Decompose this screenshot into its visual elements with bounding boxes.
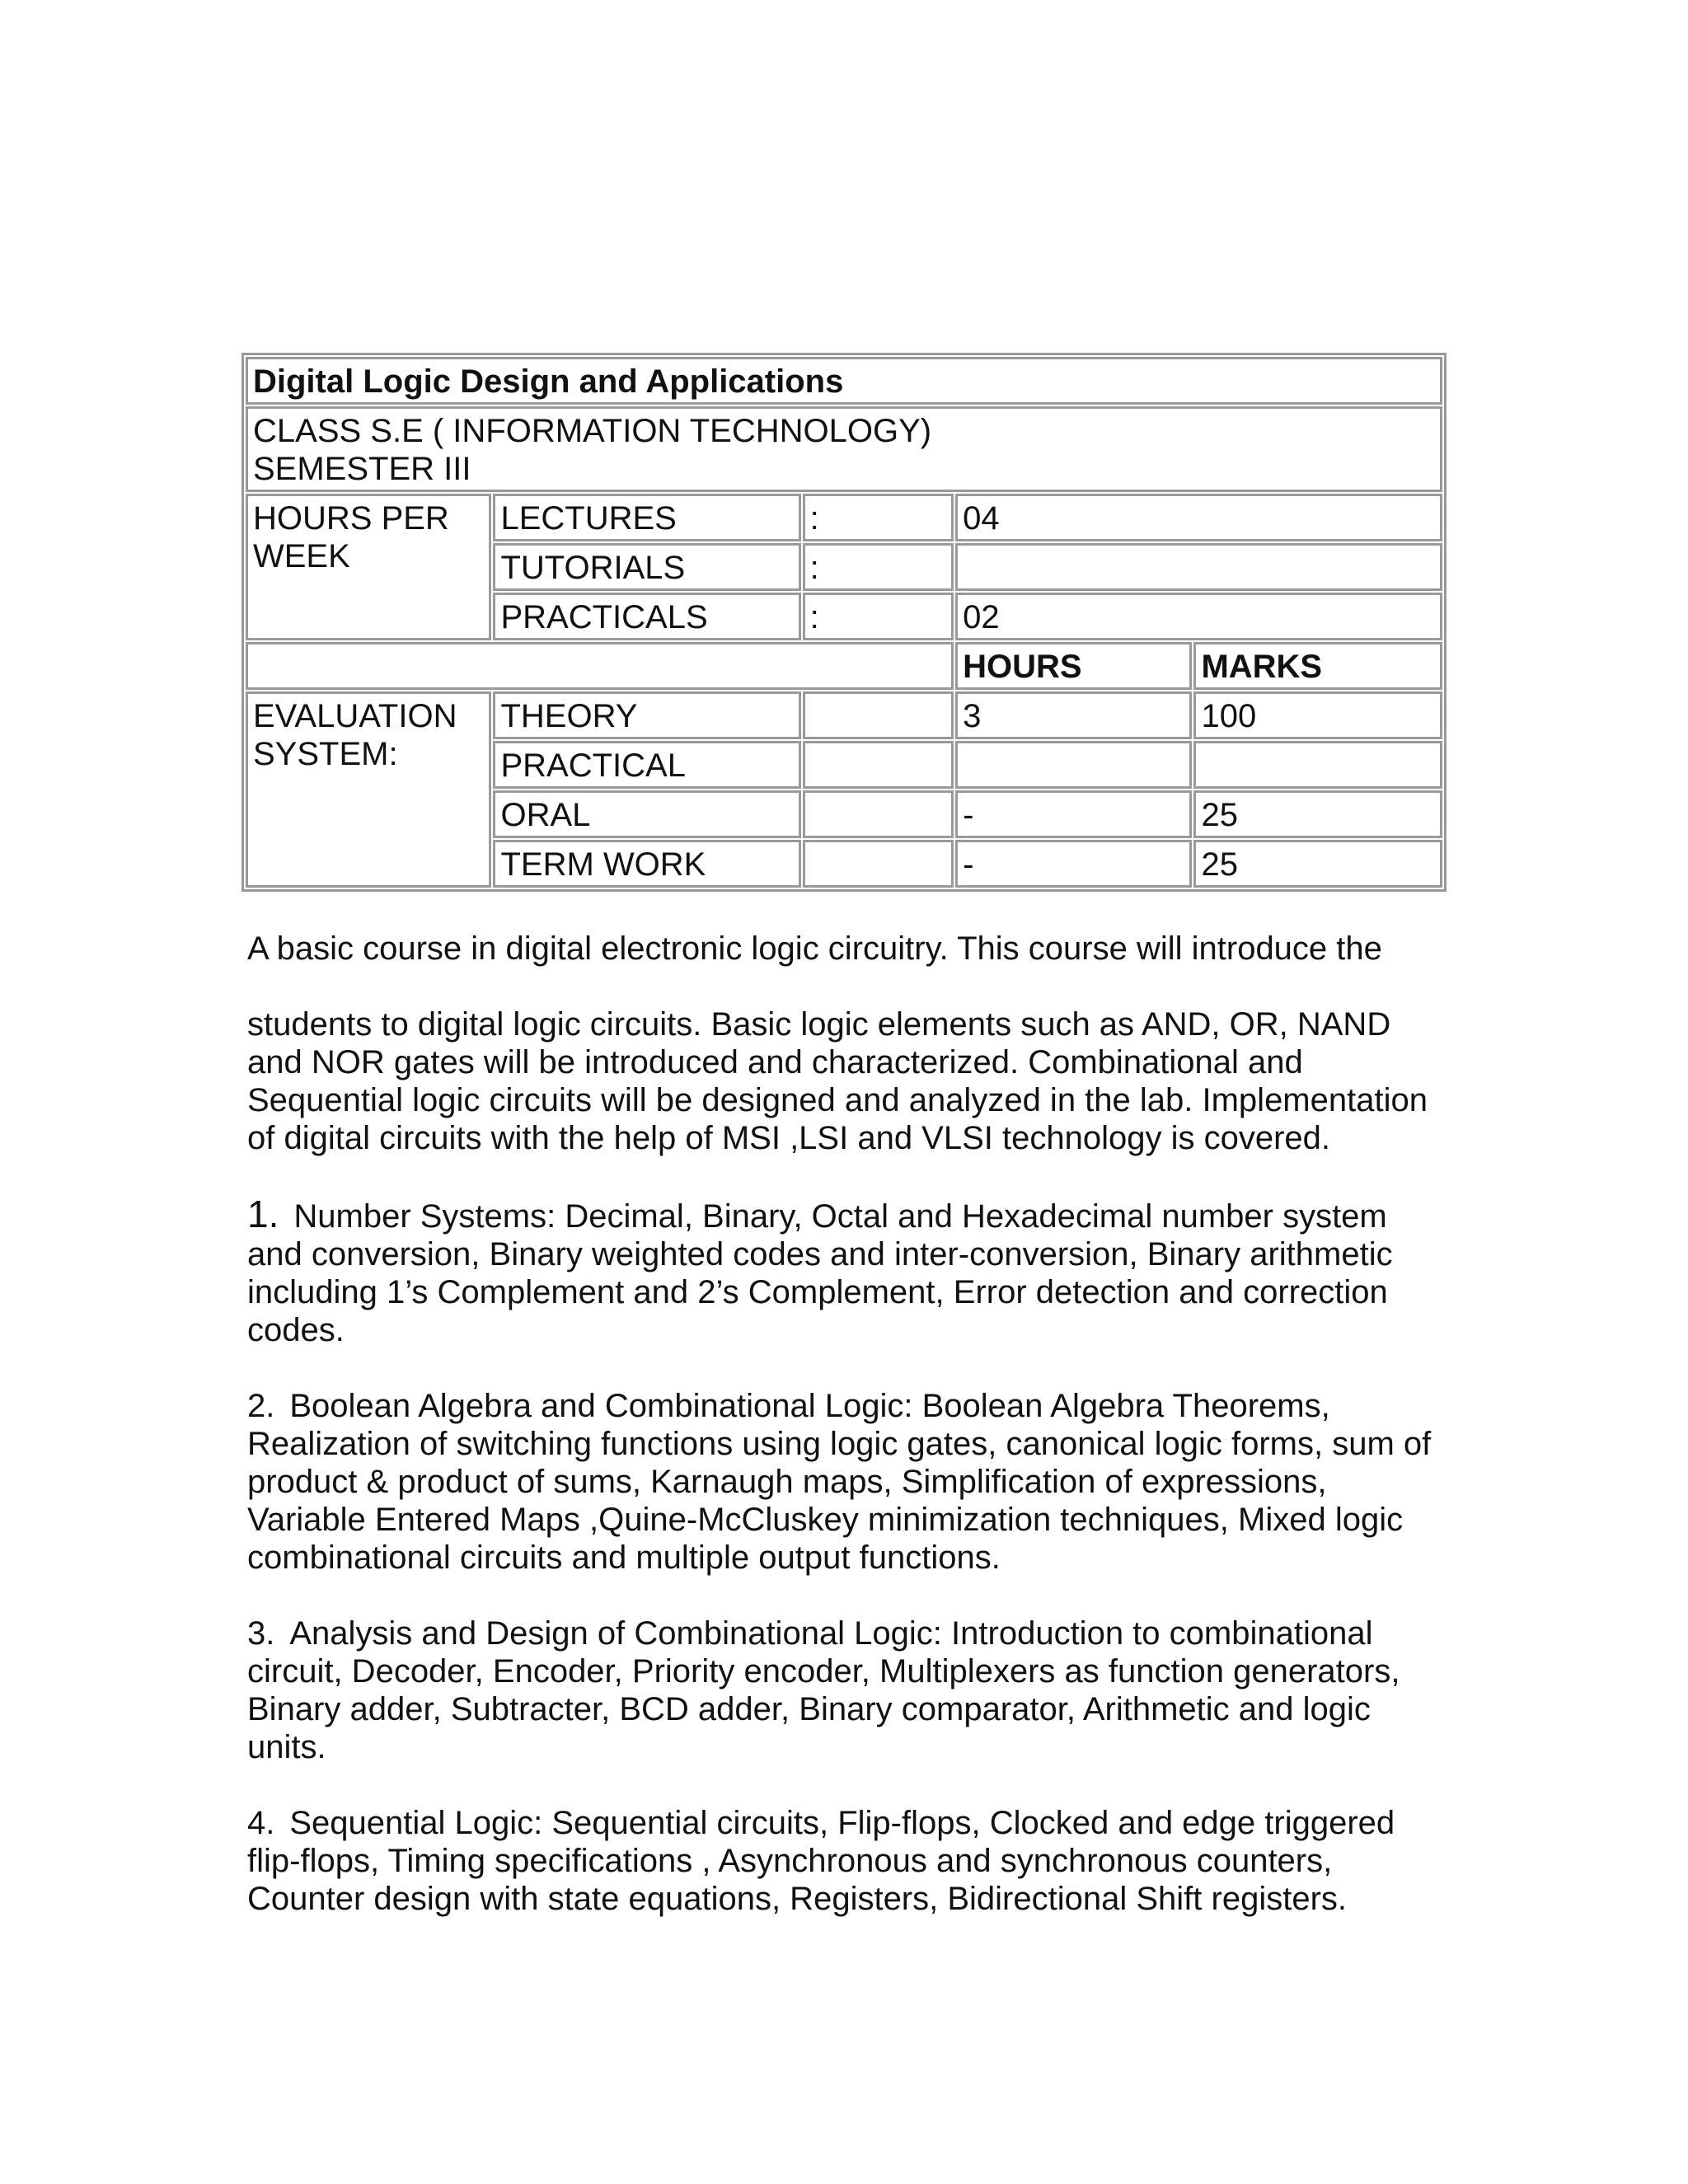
intro-line: of digital circuits with the help of MSI ,LSI and VLSI technology is covered. <box>247 1120 1331 1156</box>
intro-first-line: A basic course in digital electronic logic circuitry. This course will introduce the <box>247 930 1382 967</box>
oral-marks: 25 <box>1193 790 1442 838</box>
evaluation-system-label <box>246 691 491 888</box>
oral-label: ORAL <box>493 790 800 838</box>
topic-line: Realization of switching functions using logic gates, canonical logic forms, sum of <box>247 1426 1432 1462</box>
topic-number: 2. <box>247 1388 275 1424</box>
topic-line: Binary adder, Subtracter, BCD adder, Binary comparator, Arithmetic and logic <box>247 1691 1371 1727</box>
term-work-hours: - <box>955 840 1192 888</box>
topic-line <box>247 1195 1451 1235</box>
table-row <box>246 494 1442 541</box>
topic-line: codes. <box>247 1312 345 1348</box>
topic-line-text: Boolean Algebra and Combinational Logic: Boolean Algebra Theorems, <box>289 1388 1330 1424</box>
topic-line: combinational circuits and multiple output functions. <box>247 1540 1001 1576</box>
evaluation-header-spacer <box>246 642 954 690</box>
oral-hours: - <box>955 790 1192 838</box>
topic-line <box>247 1615 1451 1652</box>
table-row <box>246 406 1442 492</box>
topic-line: product & product of sums, Karnaugh maps, Simplification of expressions, <box>247 1464 1327 1500</box>
topic-2 <box>247 1387 1451 1577</box>
topic-number: 4. <box>247 1805 275 1841</box>
intro-line: Sequential logic circuits will be designed and analyzed in the lab. Implementation <box>247 1082 1428 1118</box>
tutorials-label: TUTORIALS <box>493 543 800 591</box>
intro-line: and NOR gates will be introduced and characterized. Combinational and <box>247 1044 1303 1080</box>
lectures-label: LECTURES <box>493 494 800 541</box>
topic-line: flip-flops, Timing specifications , Asynchronous and synchronous counters, <box>247 1843 1333 1879</box>
topic-3 <box>247 1615 1451 1766</box>
practical-spacer <box>803 741 954 789</box>
topic-line: Counter design with state equations, Registers, Bidirectional Shift registers. <box>247 1881 1348 1917</box>
topic-line: circuit, Decoder, Encoder, Priority encoder, Multiplexers as function generators, <box>247 1653 1400 1690</box>
topic-line-text: Number Systems: Decimal, Binary, Octal and Hexadecimal number system <box>293 1198 1387 1235</box>
practical-hours <box>955 741 1192 789</box>
topic-number: 1. <box>247 1193 279 1235</box>
practicals-value: 02 <box>955 593 1442 640</box>
lectures-value: 04 <box>955 494 1442 541</box>
topic-line <box>247 1387 1451 1425</box>
topic-line: units. <box>247 1729 326 1765</box>
term-work-label: TERM WORK <box>493 840 800 888</box>
course-title: Digital Logic Design and Applications <box>246 357 1442 405</box>
table-row <box>246 357 1442 405</box>
tutorials-value <box>955 543 1442 591</box>
evaluation-label-line2: SYSTEM: <box>253 736 398 772</box>
practical-label: PRACTICAL <box>493 741 800 789</box>
topic-line-text: Analysis and Design of Combinational Logic: Introduction to combinational <box>289 1615 1373 1652</box>
table-row <box>246 642 1442 690</box>
topic-line-text: Sequential Logic: Sequential circuits, Flip-flops, Clocked and edge triggered <box>289 1805 1395 1841</box>
topic-number: 3. <box>247 1615 275 1652</box>
hours-label-line2: WEEK <box>253 538 350 574</box>
table-row <box>246 691 1442 739</box>
intro-paragraph <box>247 1005 1451 1157</box>
semester-line: SEMESTER III <box>253 451 471 487</box>
tutorials-sep: : <box>803 543 954 591</box>
topic-4 <box>247 1804 1451 1918</box>
course-description <box>247 930 1451 1956</box>
topic-line: including 1’s Complement and 2’s Complement, Error detection and correction <box>247 1274 1388 1310</box>
hours-per-week-label <box>246 494 491 640</box>
marks-header: MARKS <box>1193 642 1442 690</box>
class-line: CLASS S.E ( INFORMATION TECHNOLOGY) <box>253 413 932 449</box>
theory-marks: 100 <box>1193 691 1442 739</box>
theory-label: THEORY <box>493 691 800 739</box>
practical-marks <box>1193 741 1442 789</box>
evaluation-label-line1: EVALUATION <box>253 698 457 734</box>
class-semester-cell <box>246 406 1442 492</box>
theory-hours: 3 <box>955 691 1192 739</box>
term-work-marks: 25 <box>1193 840 1442 888</box>
topic-line: and conversion, Binary weighted codes and inter-conversion, Binary arithmetic <box>247 1236 1393 1272</box>
hours-label-line1: HOURS PER <box>253 500 449 537</box>
term-work-spacer <box>803 840 954 888</box>
topic-1 <box>247 1195 1451 1349</box>
hours-header: HOURS <box>955 642 1192 690</box>
theory-spacer <box>803 691 954 739</box>
topic-line <box>247 1804 1451 1842</box>
practicals-label: PRACTICALS <box>493 593 800 640</box>
lectures-sep: : <box>803 494 954 541</box>
practicals-sep: : <box>803 593 954 640</box>
topic-line: Variable Entered Maps ,Quine-McCluskey minimization techniques, Mixed logic <box>247 1502 1404 1538</box>
intro-line: students to digital logic circuits. Basic logic elements such as AND, OR, NAND <box>247 1006 1391 1043</box>
course-info-table <box>241 353 1447 892</box>
oral-spacer <box>803 790 954 838</box>
